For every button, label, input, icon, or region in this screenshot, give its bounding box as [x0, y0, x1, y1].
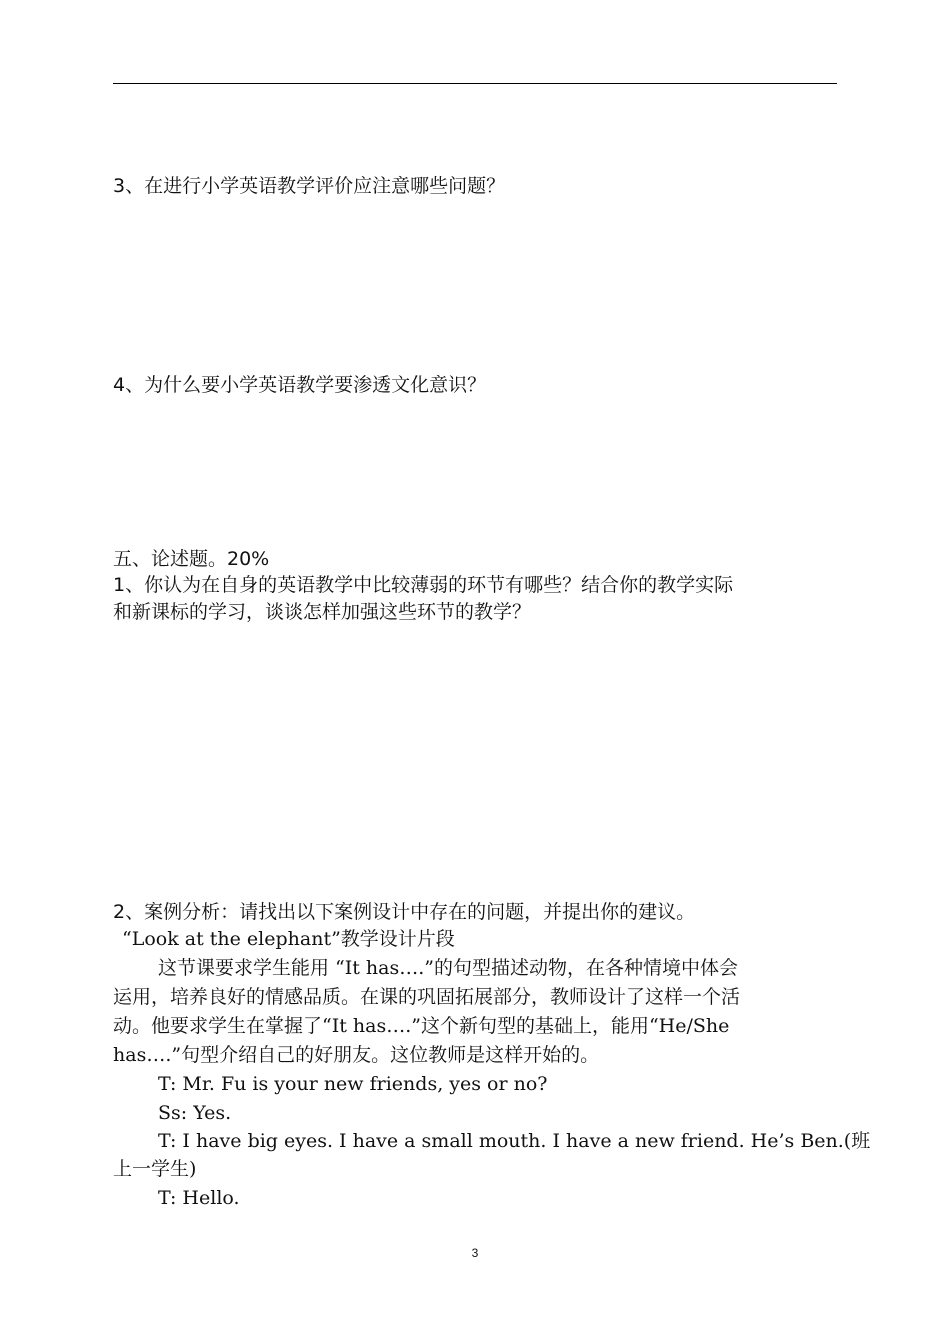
- section-5-question-1-line-2: 和新课标的学习，谈谈怎样加强这些环节的教学？: [113, 601, 532, 623]
- section-5-heading: 五、论述题。20%: [113, 548, 270, 570]
- question-4: 4、为什么要小学英语教学要渗透文化意识？: [113, 374, 487, 396]
- case-paragraph-line: 这节课要求学生能用 “It has….”的句型描述动物，在各种情境中体会: [158, 957, 739, 979]
- dialogue-line: 上一学生): [113, 1158, 197, 1180]
- question-3: 3、在进行小学英语教学评价应注意哪些问题？: [113, 175, 506, 197]
- section-5-question-2: 2、案例分析：请找出以下案例设计中存在的问题，并提出你的建议。: [113, 901, 696, 923]
- page-number: 3: [471, 1246, 479, 1260]
- case-title: “Look at the elephant”教学设计片段: [122, 928, 455, 950]
- case-paragraph-line: 动。他要求学生在掌握了“It has….”这个新句型的基础上，能用“He/She: [113, 1015, 730, 1037]
- case-paragraph-line: 运用，培养良好的情感品质。在课的巩固拓展部分，教师设计了这样一个活: [113, 986, 741, 1008]
- header-rule: [113, 83, 837, 84]
- dialogue-line: T: Mr. Fu is your new friends, yes or no?: [158, 1073, 548, 1095]
- dialogue-line: T: I have big eyes. I have a small mouth. I have a new friend. He’s Ben.(班: [158, 1130, 871, 1152]
- section-5-question-1-line-1: 1、你认为在自身的英语教学中比较薄弱的环节有哪些？结合你的教学实际: [113, 574, 734, 596]
- dialogue-line: T: Hello.: [158, 1187, 240, 1209]
- case-paragraph-line: has….”句型介绍自己的好朋友。这位教师是这样开始的。: [113, 1044, 600, 1066]
- dialogue-line: Ss: Yes.: [158, 1102, 232, 1124]
